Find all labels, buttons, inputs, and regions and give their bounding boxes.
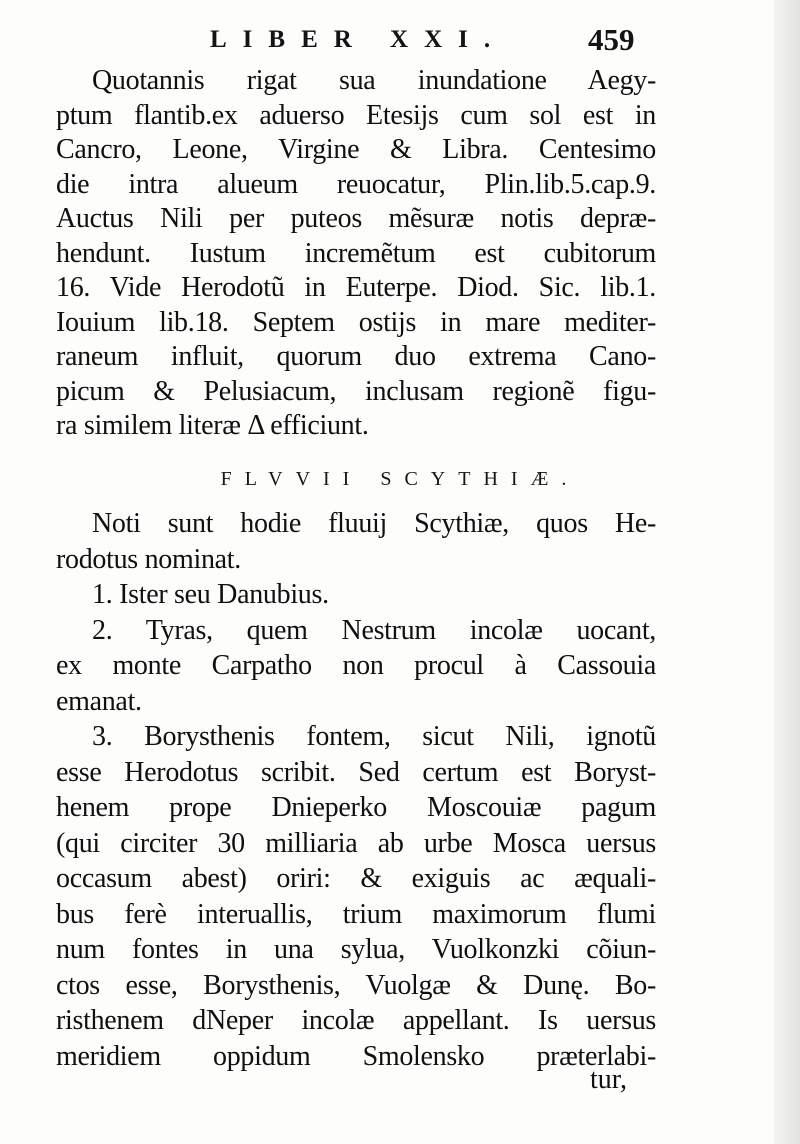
text-line: Cancro, Leone, Virgine & Libra. Centesimo — [56, 134, 656, 165]
text-line: henem prope Dnieperko Moscouiæ pagum — [56, 792, 656, 823]
text-line: meridiem oppidum Smolensko præterlabi- — [56, 1040, 656, 1072]
text-line: occasum abest) oriri: & exiguis ac æquali- — [56, 863, 656, 894]
text-line: Iouium lib.18. Septem ostijs in mare mediter- — [56, 306, 656, 338]
page-edge-shadow — [774, 0, 800, 1144]
text-line: emanat. — [56, 685, 142, 717]
text-line: rodotus nominat. — [56, 543, 241, 575]
text-line: picum & Pelusiacum, inclusam regionẽ figu- — [56, 375, 656, 407]
text-line: 16. Vide Herodotũ in Euterpe. Diod. Sic. lib.1. — [56, 272, 656, 303]
text-line: ex monte Carpatho non procul à Cassouia — [56, 650, 656, 681]
text-line: Auctus Nili per puteos mẽsuræ notis depræ- — [56, 203, 656, 234]
text-line: risthenem dNeper incolæ appellant. Is uersus — [56, 1005, 656, 1036]
text-line: esse Herodotus scribit. Sed certum est Boryst- — [56, 756, 656, 788]
text-line: Noti sunt hodie fluuij Scythiæ, quos He- — [92, 508, 656, 539]
list-item: 3. Borysthenis fontem, sicut Nili, ignotũ — [92, 721, 656, 752]
list-item: 1. Ister seu Danubius. — [92, 579, 329, 610]
text-line: die intra alueum reuocatur, Plin.lib.5.cap.9. — [56, 168, 656, 200]
running-title: LIBER XXI. — [210, 26, 507, 53]
section-heading: FLVVII SCYTHIÆ. — [220, 468, 580, 490]
scythia-section — [56, 506, 656, 1074]
text-line: Quotannis rigat sua inundatione Aegy- — [92, 65, 656, 96]
text-line: num fontes in una sylua, Vuolkonzki cõiun- — [56, 934, 656, 965]
text-line: (qui circiter 30 milliaria ab urbe Mosca uersus — [56, 827, 656, 859]
running-head — [0, 22, 800, 62]
text-line: bus ferè interuallis, trium maximorum flumi — [56, 898, 656, 930]
catchword: tur, — [590, 1064, 627, 1095]
text-line: ptum flantib.ex aduerso Etesijs cum sol est in — [56, 99, 656, 131]
nile-paragraph — [56, 64, 656, 444]
text-line: raneum influit, quorum duo extrema Cano- — [56, 341, 656, 372]
text-line: hendunt. Iustum incremẽtum est cubitorum — [56, 237, 656, 269]
text-line: ra similem literæ Δ efficiunt. — [56, 410, 369, 441]
list-item: 2. Tyras, quem Nestrum incolæ uocant, — [92, 614, 656, 646]
page-number: 459 — [588, 22, 635, 57]
text-line: ctos esse, Borysthenis, Vuolgæ & Dunę. Bo- — [56, 969, 656, 1001]
